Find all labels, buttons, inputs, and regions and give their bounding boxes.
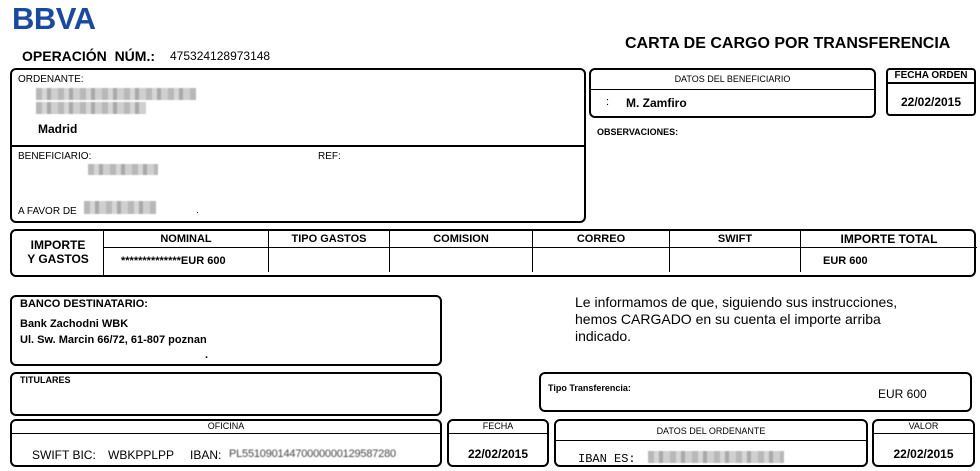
oficina-divider bbox=[11, 433, 441, 434]
beneficiario-label: BENEFICIARIO: bbox=[18, 151, 92, 162]
cell-correo bbox=[533, 248, 670, 272]
ordenante-address-redacted bbox=[36, 102, 146, 114]
message-line2: hemos CARGADO en su cuenta el importe arriba bbox=[575, 311, 881, 327]
bbva-logo: BBVA bbox=[12, 1, 96, 36]
fecha-label: FECHA bbox=[482, 421, 514, 431]
importe-gastos-box bbox=[10, 229, 976, 277]
document-title: CARTA DE CARGO POR TRANSFERENCIA bbox=[625, 35, 951, 52]
iban-es-redacted bbox=[648, 451, 784, 463]
operation-number: 475324128973148 bbox=[170, 49, 271, 63]
ordenante-divider bbox=[11, 145, 585, 147]
datos-ordenante-label: DATOS DEL ORDENANTE bbox=[656, 426, 766, 436]
valor-label: VALOR bbox=[908, 421, 939, 431]
fecha-value: 22/02/2015 bbox=[467, 447, 529, 461]
column-tipo-gastos: TIPO GASTOS bbox=[269, 231, 390, 247]
titulares-label: TITULARES bbox=[20, 375, 71, 385]
a-favor-de-redacted bbox=[84, 201, 156, 214]
cell-swift bbox=[670, 248, 801, 272]
cell-importe-total bbox=[801, 248, 977, 272]
cell-nominal bbox=[104, 248, 269, 272]
message-line1: Le informamos de que, siguiendo sus instrucciones, bbox=[575, 294, 898, 310]
a-favor-de-label: A FAVOR DE bbox=[18, 206, 77, 217]
oficina-label: OFICINA bbox=[207, 421, 245, 431]
fecha-orden-value: 22/02/2015 bbox=[900, 95, 962, 109]
tipo-transferencia-amount: EUR 600 bbox=[878, 387, 927, 401]
swift-bic-value: WBKPPLPP bbox=[108, 448, 175, 462]
operation-number-label: OPERACIÓN NÚM.: bbox=[22, 48, 155, 64]
a-favor-de-dot: . bbox=[196, 205, 199, 216]
datos-beneficiario-name: M. Zamfiro bbox=[626, 96, 687, 110]
valor-value: 22/02/2015 bbox=[893, 447, 954, 461]
column-nominal: NOMINAL bbox=[104, 231, 269, 247]
banco-label: BANCO DESTINATARIO: bbox=[20, 298, 148, 310]
iban-es-label: IBAN ES: bbox=[578, 452, 636, 466]
tipo-transferencia-label: Tipo Transferencia: bbox=[548, 383, 631, 393]
column-comision: COMISION bbox=[390, 231, 533, 247]
column-importe-total: IMPORTE TOTAL bbox=[840, 232, 938, 246]
ordenante-label: ORDENANTE: bbox=[18, 74, 84, 85]
cell-tipo-gastos bbox=[269, 248, 390, 272]
banco-address: Ul. Sw. Marcin 66/72, 61-807 poznan bbox=[20, 334, 207, 346]
importe-label-line2: Y GASTOS bbox=[27, 252, 89, 266]
fecha-divider bbox=[448, 433, 548, 434]
fecha-orden-label: FECHA ORDEN bbox=[894, 70, 968, 81]
beneficiario-redacted bbox=[88, 164, 158, 175]
iban-label: IBAN: bbox=[190, 448, 222, 462]
banco-name: Bank Zachodni WBK bbox=[20, 318, 129, 330]
column-swift: SWIFT bbox=[670, 231, 801, 247]
fecha-orden-divider bbox=[887, 82, 975, 84]
datos-beneficiario-divider bbox=[590, 89, 875, 90]
valor-divider bbox=[873, 433, 974, 434]
ref-label: REF: bbox=[318, 151, 341, 162]
ordenante-name-redacted bbox=[36, 88, 196, 100]
datos-ordenante-divider bbox=[555, 440, 867, 441]
message-line3: indicado. bbox=[575, 328, 632, 344]
swift-bic-label: SWIFT BIC: bbox=[32, 448, 96, 462]
ordenante-city: Madrid bbox=[38, 122, 78, 136]
banco-dot: . bbox=[205, 349, 209, 361]
importe-columns bbox=[103, 231, 977, 275]
cell-comision bbox=[390, 248, 533, 272]
importe-total-value: EUR 600 bbox=[823, 255, 868, 267]
datos-beneficiario-prefix: : bbox=[606, 96, 610, 108]
observaciones-label: OBSERVACIONES: bbox=[597, 127, 679, 137]
datos-beneficiario-title: DATOS DEL BENEFICIARIO bbox=[674, 74, 791, 84]
nominal-value: **************EUR 600 bbox=[121, 255, 226, 267]
titulares-box bbox=[10, 372, 442, 416]
iban-value: PL55109014470000000129587280 bbox=[229, 448, 396, 460]
column-correo: CORREO bbox=[533, 231, 670, 247]
importe-label-line1: IMPORTE bbox=[30, 238, 86, 252]
